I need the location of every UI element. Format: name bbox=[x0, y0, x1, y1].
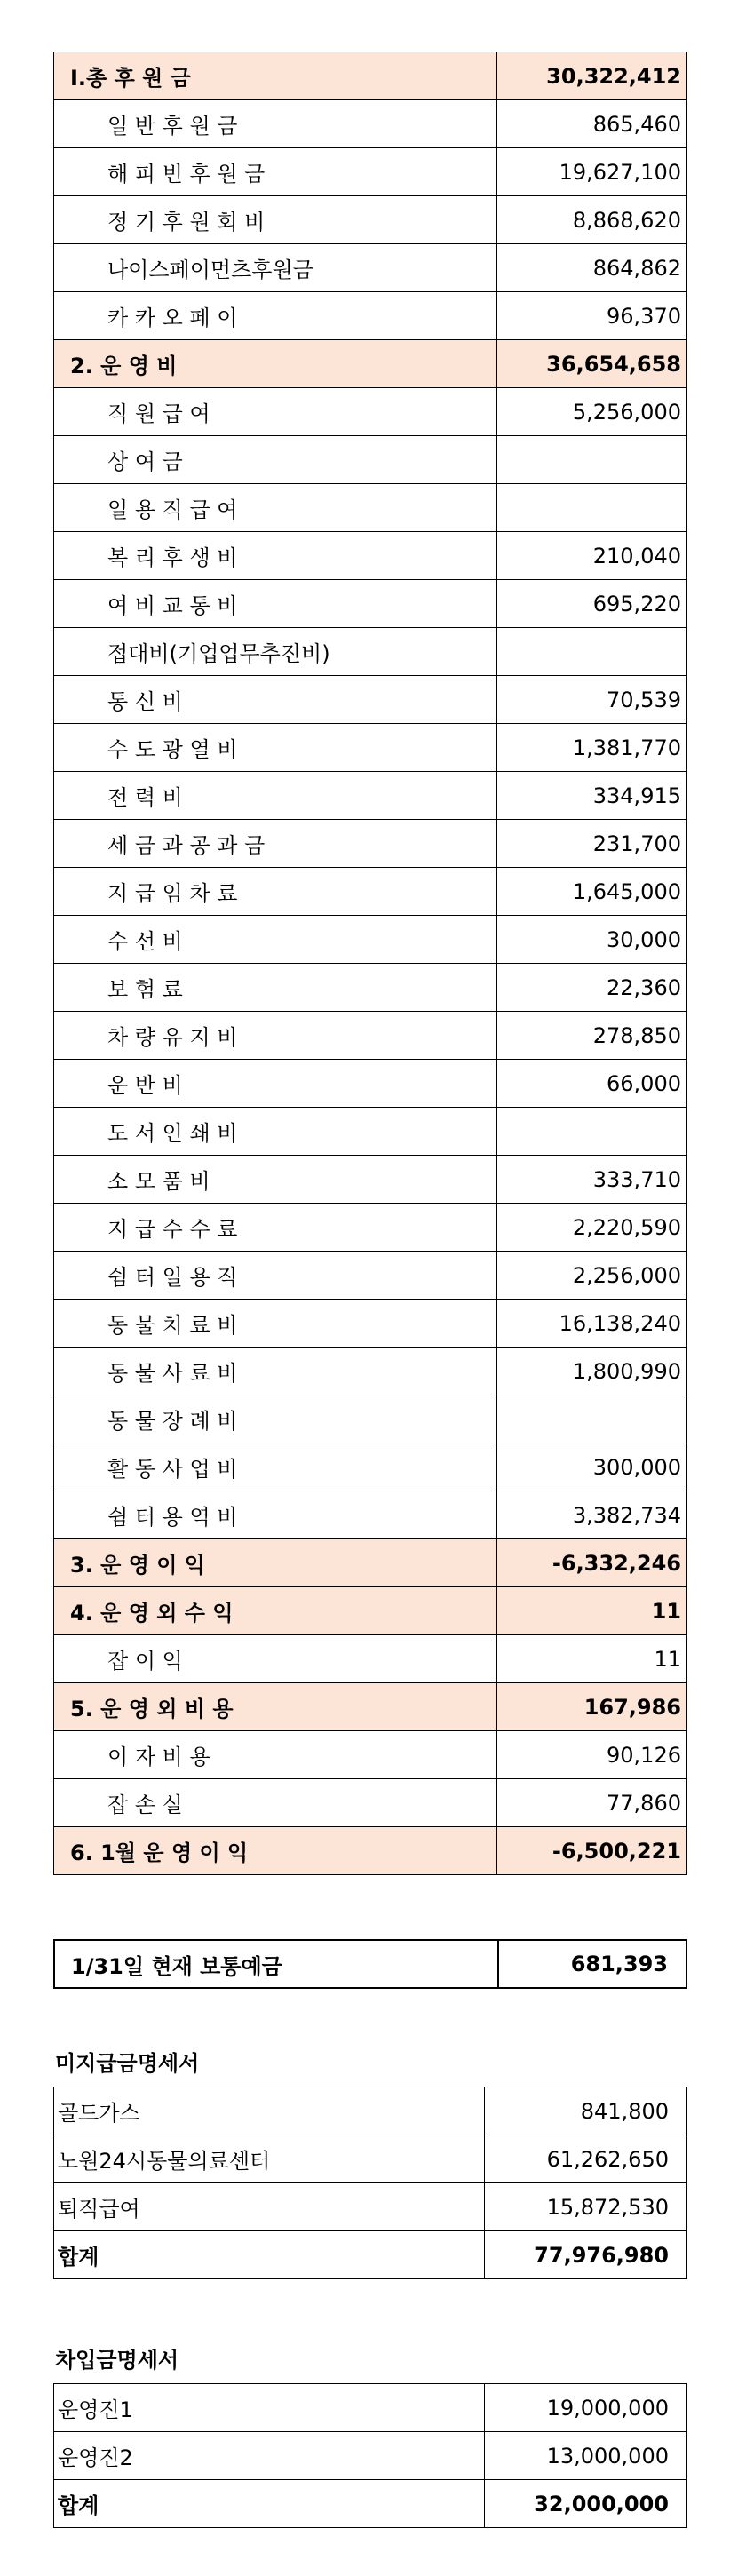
unpaid-item-label: 퇴직급여 bbox=[54, 2183, 485, 2231]
section-header-row bbox=[54, 52, 687, 100]
row-value: 66,000 bbox=[497, 1060, 687, 1108]
row-label: 4. 운 영 외 수 익 bbox=[54, 1587, 497, 1635]
row-label: 쉼 터 용 역 비 bbox=[54, 1491, 497, 1539]
row-value: 70,539 bbox=[497, 676, 687, 724]
row-value: 5,256,000 bbox=[497, 388, 687, 436]
loan-item-value: 19,000,000 bbox=[485, 2384, 687, 2432]
row-label: 일 용 직 급 여 bbox=[54, 484, 497, 532]
row-label: 3. 운 영 이 익 bbox=[54, 1539, 497, 1587]
table-row bbox=[54, 1060, 687, 1108]
row-label: 지 급 임 차 료 bbox=[54, 868, 497, 916]
row-label: 동 물 장 례 비 bbox=[54, 1395, 497, 1443]
row-label: 잡 손 실 bbox=[54, 1779, 497, 1827]
unpaid-total-value: 77,976,980 bbox=[485, 2231, 687, 2279]
table-row bbox=[54, 916, 687, 964]
row-value: 300,000 bbox=[497, 1443, 687, 1491]
row-value: 695,220 bbox=[497, 580, 687, 628]
table-row bbox=[54, 2135, 687, 2183]
table-row bbox=[54, 2087, 687, 2135]
section-header-row bbox=[54, 1539, 687, 1587]
unpaid-item-value: 61,262,650 bbox=[485, 2135, 687, 2183]
row-value: 19,627,100 bbox=[497, 148, 687, 196]
row-value: 167,986 bbox=[497, 1683, 687, 1731]
row-value: 864,862 bbox=[497, 244, 687, 292]
row-label: 일 반 후 원 금 bbox=[54, 100, 497, 148]
row-value: -6,500,221 bbox=[497, 1827, 687, 1875]
table-row bbox=[54, 100, 687, 148]
table-row bbox=[54, 1108, 687, 1156]
unpaid-total-label: 합계 bbox=[54, 2231, 485, 2279]
bank-balance-label: 1/31일 현재 보통예금 bbox=[54, 1940, 498, 1988]
row-value: 30,322,412 bbox=[497, 52, 687, 100]
row-label: 전 력 비 bbox=[54, 772, 497, 820]
row-label: 접대비(기업업무추진비) bbox=[54, 628, 497, 676]
row-value: 231,700 bbox=[497, 820, 687, 868]
table-row bbox=[54, 580, 687, 628]
row-label: 도 서 인 쇄 비 bbox=[54, 1108, 497, 1156]
table-row bbox=[54, 1443, 687, 1491]
row-label: 운 반 비 bbox=[54, 1060, 497, 1108]
table-row bbox=[54, 292, 687, 340]
table-row bbox=[54, 148, 687, 196]
row-value: 1,645,000 bbox=[497, 868, 687, 916]
table-row bbox=[54, 1348, 687, 1395]
unpaid-section-title: 미지급금명세서 bbox=[55, 2051, 200, 2076]
unpaid-item-label: 노원24시동물의료센터 bbox=[54, 2135, 485, 2183]
loan-item-label: 운영진1 bbox=[54, 2384, 485, 2432]
table-row bbox=[54, 196, 687, 244]
unpaid-table bbox=[53, 2087, 687, 2279]
income-statement-table bbox=[53, 52, 687, 1875]
row-value bbox=[497, 1108, 687, 1156]
table-row bbox=[54, 1156, 687, 1204]
table-row bbox=[54, 484, 687, 532]
row-label: 소 모 품 비 bbox=[54, 1156, 497, 1204]
table-row bbox=[54, 820, 687, 868]
row-label: 수 선 비 bbox=[54, 916, 497, 964]
row-value: 96,370 bbox=[497, 292, 687, 340]
section-header-row bbox=[54, 1683, 687, 1731]
loan-total-value: 32,000,000 bbox=[485, 2480, 687, 2528]
table-row bbox=[54, 436, 687, 484]
table-row bbox=[54, 1731, 687, 1779]
row-label: 복 리 후 생 비 bbox=[54, 532, 497, 580]
table-row bbox=[54, 964, 687, 1012]
row-label: 나이스페이먼츠후원금 bbox=[54, 244, 497, 292]
row-value: 77,860 bbox=[497, 1779, 687, 1827]
table-row bbox=[54, 2384, 687, 2432]
table-row bbox=[54, 2183, 687, 2231]
unpaid-item-value: 841,800 bbox=[485, 2087, 687, 2135]
row-value: 210,040 bbox=[497, 532, 687, 580]
loan-total-label: 합계 bbox=[54, 2480, 485, 2528]
table-row bbox=[54, 724, 687, 772]
row-value: 22,360 bbox=[497, 964, 687, 1012]
loan-section-title: 차입금명세서 bbox=[55, 2348, 179, 2373]
loan-table bbox=[53, 2383, 687, 2528]
table-row bbox=[54, 1204, 687, 1252]
table-row bbox=[54, 868, 687, 916]
row-value: 2,256,000 bbox=[497, 1252, 687, 1300]
row-value bbox=[497, 436, 687, 484]
row-value: 334,915 bbox=[497, 772, 687, 820]
table-row bbox=[54, 2432, 687, 2480]
table-row bbox=[54, 1012, 687, 1060]
table-row bbox=[54, 1635, 687, 1683]
row-label: 5. 운 영 외 비 용 bbox=[54, 1683, 497, 1731]
table-row bbox=[54, 1491, 687, 1539]
row-label: Ⅰ.총 후 원 금 bbox=[54, 52, 497, 100]
loan-total-row bbox=[54, 2480, 687, 2528]
row-label: 활 동 사 업 비 bbox=[54, 1443, 497, 1491]
loan-item-label: 운영진2 bbox=[54, 2432, 485, 2480]
row-value: 1,381,770 bbox=[497, 724, 687, 772]
row-label: 잡 이 익 bbox=[54, 1635, 497, 1683]
row-value: 2,220,590 bbox=[497, 1204, 687, 1252]
row-label: 쉼 터 일 용 직 bbox=[54, 1252, 497, 1300]
table-row bbox=[54, 1779, 687, 1827]
row-label: 세 금 과 공 과 금 bbox=[54, 820, 497, 868]
unpaid-total-row bbox=[54, 2231, 687, 2279]
row-label: 정 기 후 원 회 비 bbox=[54, 196, 497, 244]
row-value bbox=[497, 484, 687, 532]
row-value: 278,850 bbox=[497, 1012, 687, 1060]
table-row bbox=[54, 628, 687, 676]
row-label: 상 여 금 bbox=[54, 436, 497, 484]
section-header-row bbox=[54, 1587, 687, 1635]
row-label: 지 급 수 수 료 bbox=[54, 1204, 497, 1252]
row-value: 865,460 bbox=[497, 100, 687, 148]
row-value bbox=[497, 1395, 687, 1443]
table-row bbox=[54, 1252, 687, 1300]
row-label: 여 비 교 통 비 bbox=[54, 580, 497, 628]
row-value: 30,000 bbox=[497, 916, 687, 964]
row-value bbox=[497, 628, 687, 676]
table-row bbox=[54, 676, 687, 724]
row-label: 동 물 사 료 비 bbox=[54, 1348, 497, 1395]
row-value: 8,868,620 bbox=[497, 196, 687, 244]
row-label: 6. 1월 운 영 이 익 bbox=[54, 1827, 497, 1875]
row-value: 90,126 bbox=[497, 1731, 687, 1779]
unpaid-item-label: 골드가스 bbox=[54, 2087, 485, 2135]
row-label: 직 원 급 여 bbox=[54, 388, 497, 436]
row-value: -6,332,246 bbox=[497, 1539, 687, 1587]
row-value: 16,138,240 bbox=[497, 1300, 687, 1348]
bank-balance-value: 681,393 bbox=[498, 1940, 686, 1988]
table-row bbox=[54, 388, 687, 436]
row-label: 수 도 광 열 비 bbox=[54, 724, 497, 772]
table-row bbox=[54, 1395, 687, 1443]
row-label: 통 신 비 bbox=[54, 676, 497, 724]
bank-balance-table bbox=[53, 1939, 687, 1989]
table-row bbox=[54, 532, 687, 580]
table-row bbox=[54, 772, 687, 820]
row-label: 이 자 비 용 bbox=[54, 1731, 497, 1779]
unpaid-item-value: 15,872,530 bbox=[485, 2183, 687, 2231]
row-label: 해 피 빈 후 원 금 bbox=[54, 148, 497, 196]
table-row bbox=[54, 244, 687, 292]
section-header-row bbox=[54, 1827, 687, 1875]
row-value: 36,654,658 bbox=[497, 340, 687, 388]
row-label: 2. 운 영 비 bbox=[54, 340, 497, 388]
row-value: 3,382,734 bbox=[497, 1491, 687, 1539]
loan-item-value: 13,000,000 bbox=[485, 2432, 687, 2480]
row-value: 1,800,990 bbox=[497, 1348, 687, 1395]
row-value: 11 bbox=[497, 1635, 687, 1683]
row-label: 차 량 유 지 비 bbox=[54, 1012, 497, 1060]
row-label: 카 카 오 페 이 bbox=[54, 292, 497, 340]
row-value: 11 bbox=[497, 1587, 687, 1635]
table-row bbox=[54, 1300, 687, 1348]
section-header-row bbox=[54, 340, 687, 388]
bank-balance-row bbox=[54, 1940, 686, 1988]
row-label: 동 물 치 료 비 bbox=[54, 1300, 497, 1348]
row-value: 333,710 bbox=[497, 1156, 687, 1204]
row-label: 보 험 료 bbox=[54, 964, 497, 1012]
